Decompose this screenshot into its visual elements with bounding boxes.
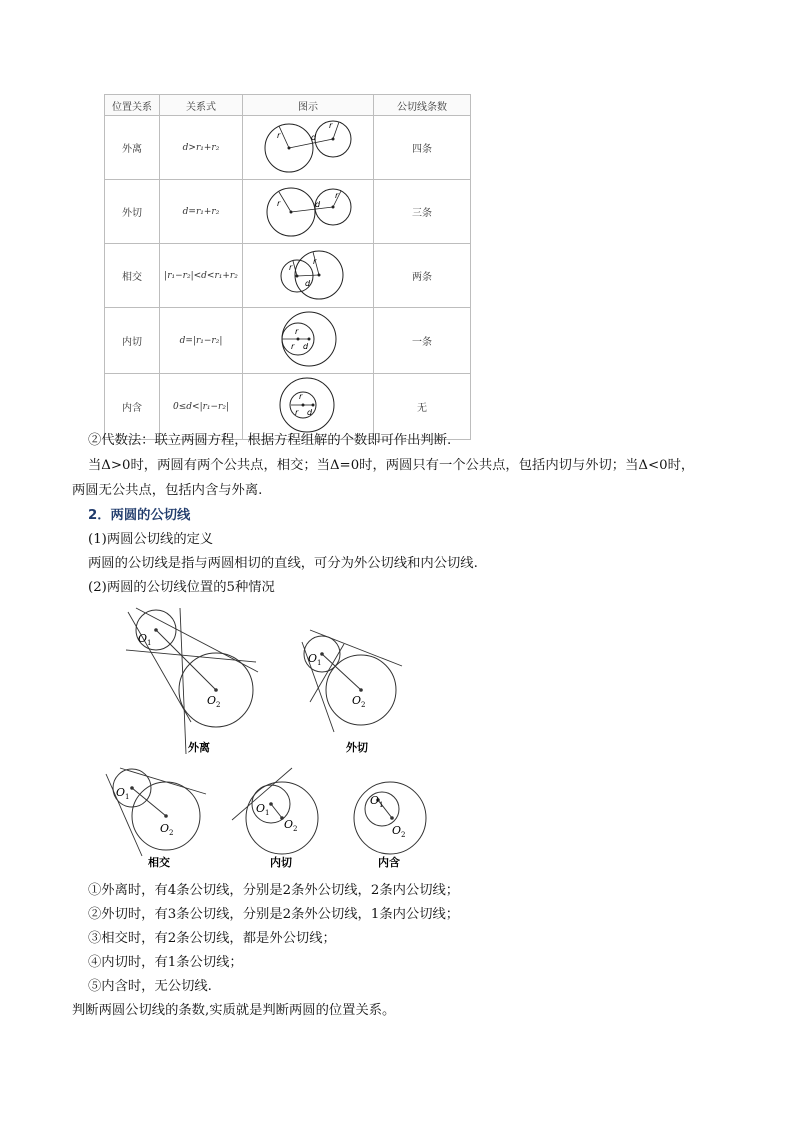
svg-text:O: O xyxy=(284,818,294,831)
case-item-2: ②外切时，有3条公切线，分别是2条外公切线，1条内公切线； xyxy=(88,907,460,922)
svg-text:O: O xyxy=(160,822,170,835)
formula-cell: d=r₁+r₂ xyxy=(160,180,243,244)
formula-cell: |r₁−r₂|<d<r₁+r₂ xyxy=(160,244,243,308)
svg-text:d: d xyxy=(315,200,321,209)
internally-tangent-diagram xyxy=(243,308,373,370)
svg-text:1: 1 xyxy=(317,659,322,667)
svg-text:相交: 相交 xyxy=(148,856,170,869)
svg-text:d: d xyxy=(303,342,309,351)
diagram-cell xyxy=(243,116,374,180)
externally-tangent-diagram xyxy=(243,180,373,240)
relation-cell: 内切 xyxy=(105,308,160,374)
svg-text:1: 1 xyxy=(125,793,130,801)
table-row xyxy=(105,244,471,308)
position-relation-table xyxy=(104,94,471,440)
relation-cell: 外离 xyxy=(105,116,160,180)
discriminant-line-2: 两圆无公共点，包括内含与外离. xyxy=(72,483,263,498)
svg-text:r: r xyxy=(277,199,281,208)
svg-text:O: O xyxy=(352,694,362,707)
header-diagram: 图示 xyxy=(243,95,374,116)
discriminant-line-1: 当Δ>0时，两圆有两个公共点，相交；当Δ=0时，两圆只有一个公共点，包括内切与外切；当Δ<0时， xyxy=(88,458,695,473)
svg-text:r: r xyxy=(335,191,339,200)
svg-text:O: O xyxy=(370,794,380,807)
definition-body: 两圆的公切线是指与两圆相切的直线，可分为外公切线和内公切线. xyxy=(88,556,478,571)
figure-internally-tangent xyxy=(232,768,318,869)
figure-contained xyxy=(354,782,426,869)
formula-cell: d>r₁+r₂ xyxy=(160,116,243,180)
contained-circles-diagram xyxy=(243,374,373,436)
count-cell: 三条 xyxy=(374,180,471,244)
count-cell: 无 xyxy=(374,374,471,440)
figure-externally-tangent xyxy=(302,630,402,754)
diagram-cell xyxy=(243,244,374,308)
svg-text:O: O xyxy=(308,652,318,665)
svg-text:r: r xyxy=(313,257,317,266)
diagram-cell xyxy=(243,180,374,244)
svg-text:内切: 内切 xyxy=(270,856,292,869)
svg-text:d: d xyxy=(305,279,311,288)
case-item-4: ④内切时，有1条公切线； xyxy=(88,955,243,970)
svg-text:r: r xyxy=(299,392,303,401)
relation-cell: 内含 xyxy=(105,374,160,440)
algebra-method-paragraph: ②代数法：联立两圆方程，根据方程组解的个数即可作出判断. xyxy=(88,433,452,448)
formula-cell: 0≤d<|r₁−r₂| xyxy=(160,374,243,440)
separate-circles-diagram xyxy=(243,116,373,176)
diagram-cell xyxy=(243,308,374,374)
case-item-1: ①外离时，有4条公切线，分别是2条外公切线，2条内公切线； xyxy=(88,883,460,898)
definition-heading: (1)两圆公切线的定义 xyxy=(88,532,214,547)
svg-text:r: r xyxy=(291,342,295,351)
svg-text:O: O xyxy=(138,632,148,645)
table-row xyxy=(105,308,471,374)
svg-text:2: 2 xyxy=(401,831,406,839)
svg-text:r: r xyxy=(329,121,333,130)
svg-text:2: 2 xyxy=(293,825,298,833)
table-row xyxy=(105,180,471,244)
case-item-3: ③相交时，有2条公切线，都是外公切线； xyxy=(88,931,336,946)
header-count: 公切线条数 xyxy=(374,95,471,116)
relation-cell: 相交 xyxy=(105,244,160,308)
svg-text:2: 2 xyxy=(361,701,366,709)
svg-text:r: r xyxy=(277,131,281,140)
svg-text:O: O xyxy=(392,824,402,837)
svg-text:外切: 外切 xyxy=(346,741,368,754)
figure-intersecting xyxy=(106,768,206,869)
svg-text:2: 2 xyxy=(169,829,174,837)
svg-text:r: r xyxy=(289,263,293,272)
svg-text:O: O xyxy=(256,802,266,815)
table-row xyxy=(105,116,471,180)
relation-cell: 外切 xyxy=(105,180,160,244)
svg-text:O: O xyxy=(116,786,126,799)
svg-text:r: r xyxy=(295,327,299,336)
header-formula: 关系式 xyxy=(160,95,243,116)
svg-text:内含: 内含 xyxy=(378,856,400,869)
svg-text:外离: 外离 xyxy=(188,741,210,754)
svg-text:r: r xyxy=(295,408,299,417)
svg-text:O: O xyxy=(207,694,217,707)
case-item-5: ⑤内含时，无公切线. xyxy=(88,979,212,994)
section-2-heading: 2．两圆的公切线 xyxy=(88,508,191,523)
count-cell: 四条 xyxy=(374,116,471,180)
svg-text:d: d xyxy=(311,133,317,142)
intersecting-circles-diagram xyxy=(243,244,373,304)
svg-text:2: 2 xyxy=(216,701,221,709)
table-header-row xyxy=(105,95,471,116)
count-cell: 一条 xyxy=(374,308,471,374)
svg-text:1: 1 xyxy=(147,639,152,647)
svg-text:1: 1 xyxy=(265,809,270,817)
count-cell: 两条 xyxy=(374,244,471,308)
header-position: 位置关系 xyxy=(105,95,160,116)
svg-text:1: 1 xyxy=(379,801,384,809)
formula-cell: d=|r₁−r₂| xyxy=(160,308,243,374)
svg-text:d: d xyxy=(307,408,313,417)
cases-heading: (2)两圆的公切线位置的5种情况 xyxy=(88,580,275,595)
conclusion-paragraph: 判断两圆公切线的条数,实质就是判断两圆的位置关系。 xyxy=(72,1003,396,1018)
figure-separate xyxy=(126,608,258,754)
common-tangent-figures xyxy=(96,604,436,874)
